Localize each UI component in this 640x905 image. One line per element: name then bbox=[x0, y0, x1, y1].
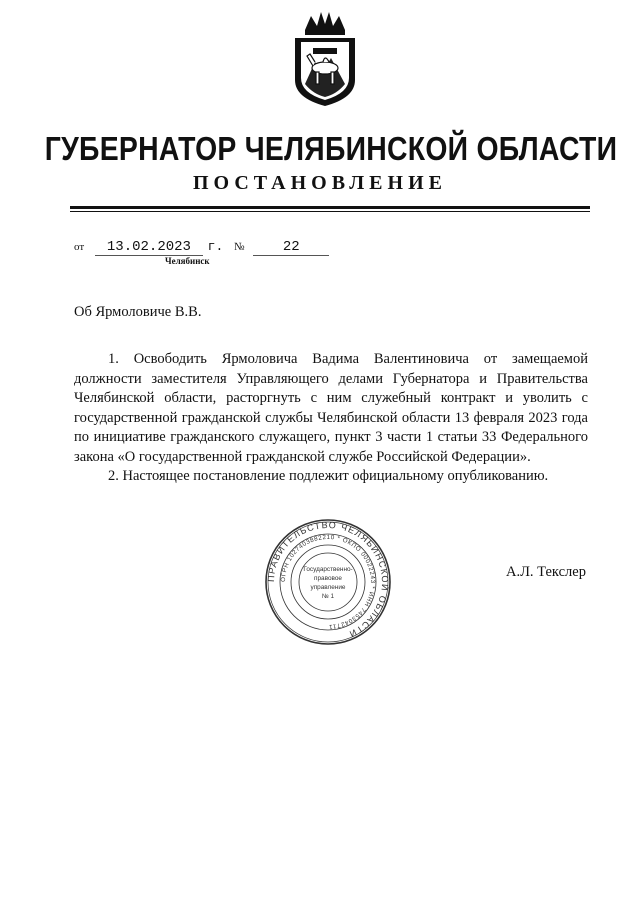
header-rule-thin bbox=[70, 211, 590, 212]
header-rule-thick bbox=[70, 206, 590, 209]
stamp-center-line-3: управление bbox=[310, 584, 346, 591]
issuer-title: ГУБЕРНАТОР ЧЕЛЯБИНСКОЙ ОБЛАСТИ bbox=[44, 130, 618, 167]
svg-text:ОГРН 1027403882210 * ОКПО 0002 bbox=[280, 534, 376, 630]
document-type: ПОСТАНОВЛЕНИЕ bbox=[193, 172, 447, 194]
coat-of-arms-icon bbox=[287, 10, 363, 108]
paragraph-2: 2. Настоящее постановление подлежит официальному опубликованию. bbox=[108, 468, 549, 484]
stamp-ring-text: ОГРН 1027403882210 * ОКПО 00022243 * ИНН 7453042711 bbox=[279, 533, 377, 631]
stamp-outer-text: ПРАВИТЕЛЬСТВО ЧЕЛЯБИНСКОЙ ОБЛАСТИ bbox=[265, 519, 391, 640]
document-date: 13.02.2023 bbox=[95, 239, 203, 256]
document-body bbox=[74, 350, 588, 487]
city-label: Челябинск bbox=[165, 256, 210, 266]
date-prefix: от bbox=[74, 241, 85, 253]
stamp-center-line-2: правовое bbox=[314, 575, 342, 582]
signatory-name: А.Л. Текслер bbox=[506, 564, 586, 580]
year-suffix: г. bbox=[207, 239, 224, 254]
number-prefix: № bbox=[234, 241, 245, 253]
stamp-center-line-1: Государственно- bbox=[303, 566, 353, 573]
stamp-center-line-4: № 1 bbox=[321, 593, 335, 600]
document-number: 22 bbox=[253, 239, 329, 256]
date-number-row bbox=[74, 239, 329, 256]
official-stamp bbox=[264, 518, 392, 646]
document-subject: Об Ярмоловиче В.В. bbox=[74, 304, 202, 320]
paragraph-1: 1. Освободить Ярмоловича Вадима Валентиновича от замещаемой должности заместителя Управляющего делами Губернатора и Правительства Челябинской области, расторгнуть с ним служебный контракт и уволить с государственной гражданской службы Челябинской области 13 февраля 2023 года по инициативе гражданского служащего, пункт 3 части 1 статьи 33 Федерального закона «О государственной гражданской службе Российской Федерации». bbox=[74, 351, 588, 465]
